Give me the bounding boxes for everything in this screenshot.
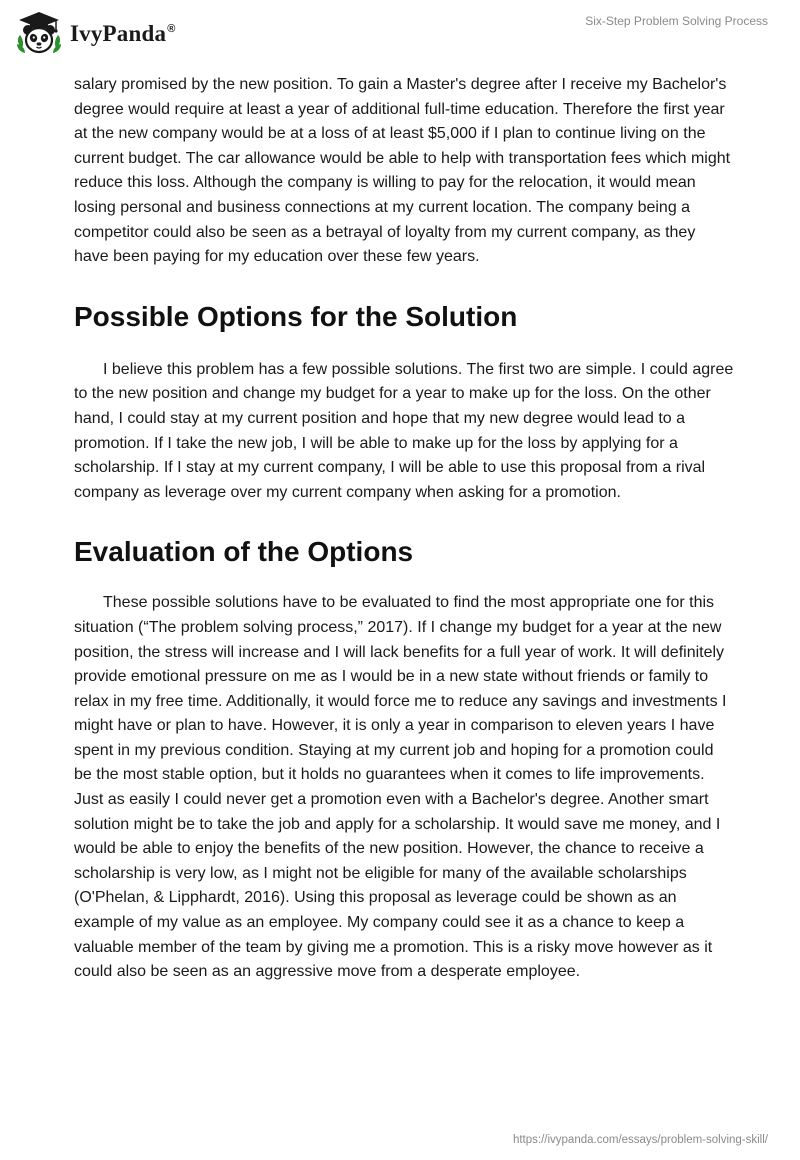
section-heading-evaluation: Evaluation of the Options xyxy=(74,536,414,568)
ivypanda-logo[interactable] xyxy=(14,8,176,58)
panda-graduation-cap-icon xyxy=(14,8,64,58)
brand-name xyxy=(70,21,176,47)
intro-paragraph: salary promised by the new position. To gain a Master's degree after I receive my Bachelor's degree would require at least a year of additional full-time education. Therefore the first year at the new company would be at a loss of at least $5,000 if I plan to continue living on the current budget. The car allowance would be able to help with transportation fees which might reduce this loss. Although the company is willing to pay for the relocation, it would mean losing personal and business connections at my current location. The company being a competitor could also be seen as a betrayal of loyalty from my current company, as they have been paying for my education over these few years. xyxy=(74,76,731,266)
section-heading-options: Possible Options for the Solution xyxy=(74,300,518,332)
brand-name-text: IvyPanda xyxy=(70,21,167,46)
document-title: Six-Step Problem Solving Process xyxy=(585,14,768,28)
registered-mark: ® xyxy=(167,23,176,36)
essay-content xyxy=(74,73,734,985)
source-url[interactable]: https://ivypanda.com/essays/problem-solving-skill/ xyxy=(512,1134,768,1146)
section-paragraph-evaluation: These possible solutions have to be evaluated to find the most appropriate one for this situation (“The problem solving process,” 2017). If I change my budget for a year at the new position, the stress will increase and I will lack benefits for a full year of work. It will definitely provide emotional pressure on me as I would be in a new state without friends or family to relax in my free time. Additionally, it would force me to reduce any savings and investments I might have or plan to have. However, it is only a year in comparison to eleven years I have spent in my previous condition. Staying at my current job and hoping for a promotion could be the most stable option, but it holds no guarantees when it comes to life improvements. Just as easily I could never get a promotion even with a Bachelor's degree. Another smart solution might be to take the job and apply for a scholarship. It would save me money, and I would be able to enjoy the benefits of the new position. However, the chance to receive a scholarship is very low, as I might not be eligible for many of the available scholarships (O'Phelan, & Lipphardt, 2016). Using this proposal as leverage could be shown as an example of my value as an employee. My company could see it as a chance to keep a valuable member of the team by giving me a promotion. This is a risky move however as it could also be seen as an aggressive move from a desperate employee. xyxy=(74,594,727,981)
page-header xyxy=(0,0,800,70)
section-paragraph-options: I believe this problem has a few possible solutions. The first two are simple. I could agree to the new position and change my budget for a year to make up for the loss. On the other hand, I could stay at my current position and hope that my new degree would lead to a promotion. If I take the new job, I will be able to make up for the loss by applying for a scholarship. If I stay at my current company, I will be able to use this proposal from a rival company as leverage over my current company when asking for a promotion. xyxy=(74,360,734,501)
